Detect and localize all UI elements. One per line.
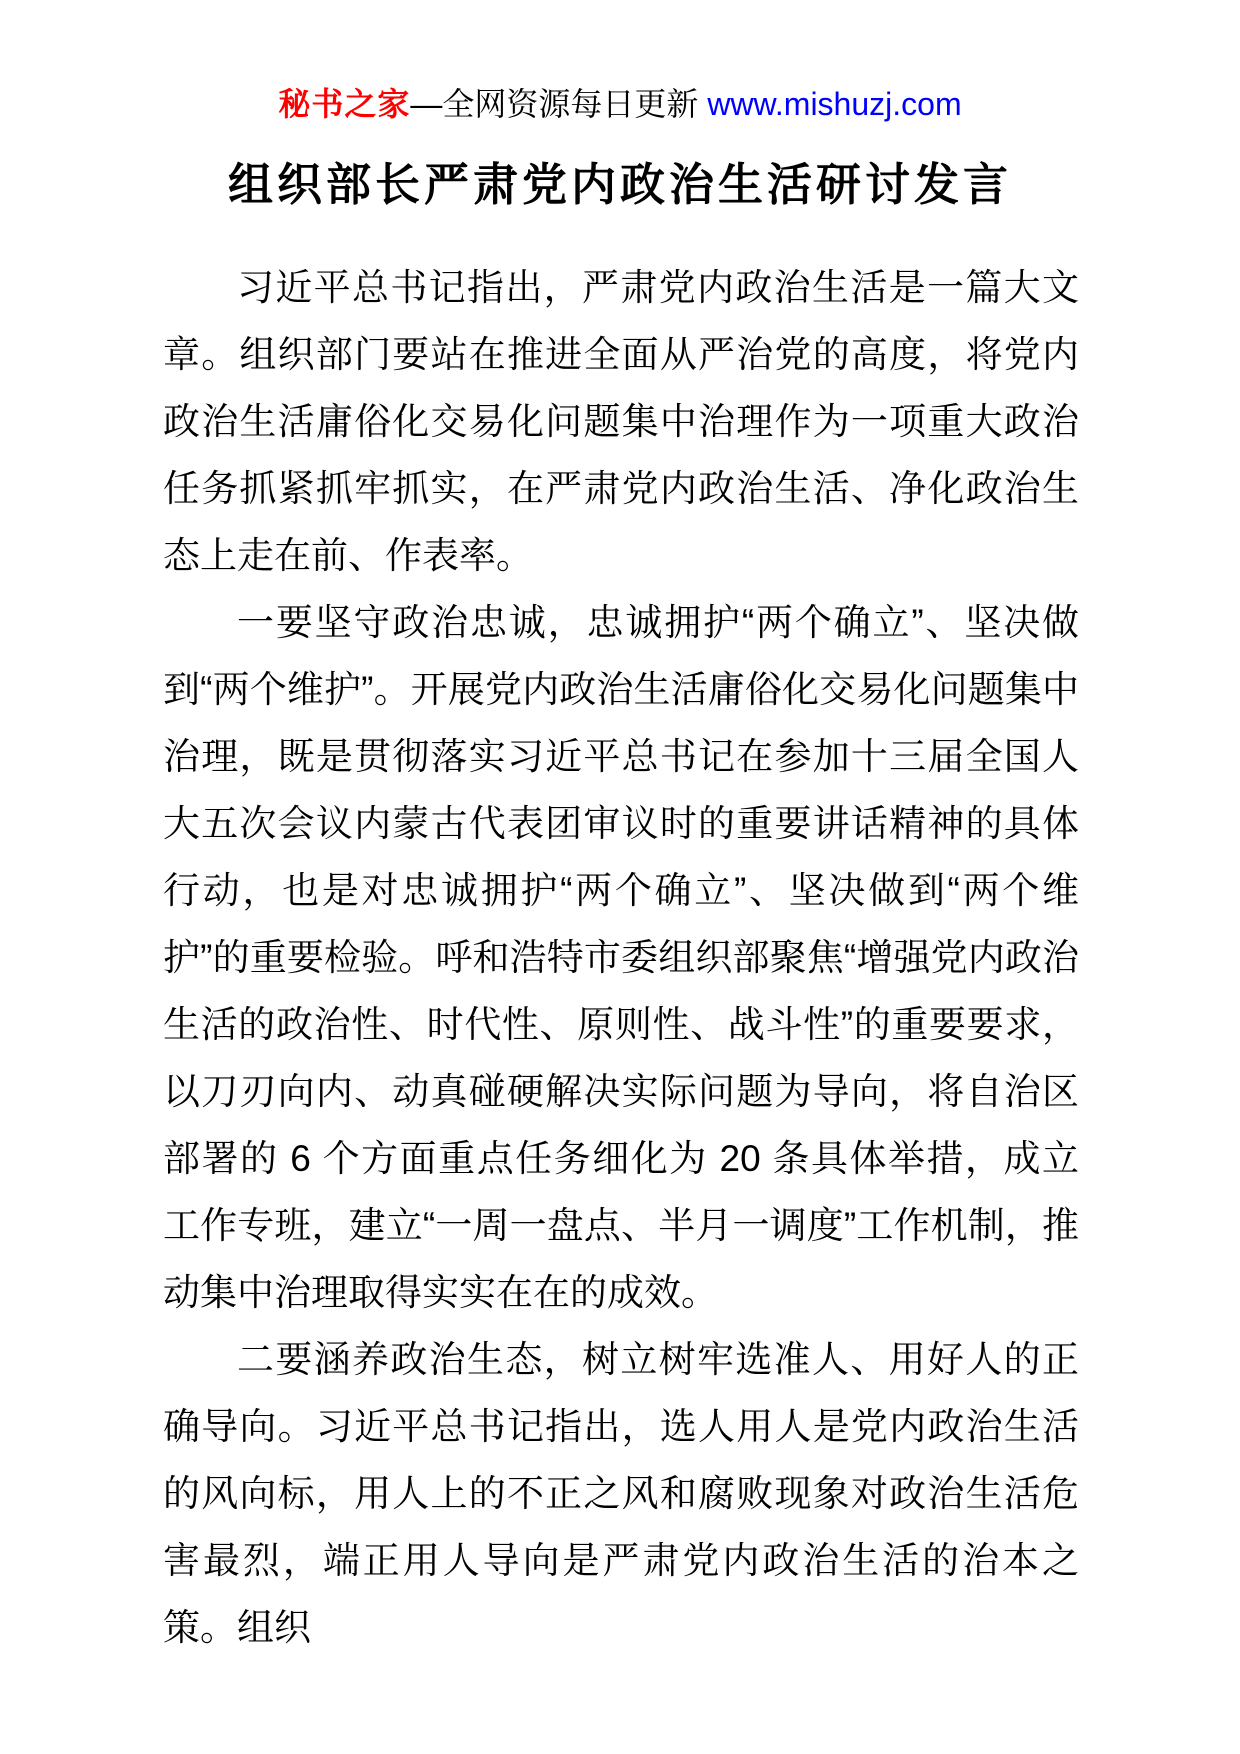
paragraph-point-one: 一要坚守政治忠诚，忠诚拥护“两个确立”、坚决做到“两个维护”。开展党内政治生活庸俗化交易化问题集中治理，既是贯彻落实习近平总书记在参加十三届全国人大五次会议内蒙古代表团审议时的重要讲话精神的具体行动，也是对忠诚拥护“两个确立”、坚决做到“两个维护”的重要检验。呼和浩特市委组织部聚焦“增强党内政治生活的政治性、时代性、原则性、战斗性”的重要要求，以刀刃向内、动真碰硬解决实际问题为导向，将自治区部署的 6 个方面重点任务细化为 20 条具体举措，成立工作专班，建立“一周一盘点、半月一调度”工作机制，推动集中治理取得实实在在的成效。 — [163, 602, 1079, 1313]
site-tagline: —全网资源每日更新 — [410, 86, 708, 122]
site-brand: 秘书之家 — [278, 86, 411, 122]
site-header — [0, 82, 1240, 126]
paragraph-intro: 习近平总书记指出，严肃党内政治生活是一篇大文章。组织部门要站在推进全面从严治党的高度，将党内政治生活庸俗化交易化问题集中治理作为一项重大政治任务抓紧抓牢抓实，在严肃党内政治生活、净化政治生态上走在前、作表率。 — [163, 267, 1079, 576]
site-url-link[interactable]: www.mishuzj.com — [707, 86, 962, 122]
document-body — [163, 254, 1079, 1661]
paragraph-point-two: 二要涵养政治生态，树立树牢选准人、用好人的正确导向。习近平总书记指出，选人用人是党内政治生活的风向标，用人上的不正之风和腐败现象对政治生活危害最烈，端正用人导向是严肃党内政治生活的治本之策。组织 — [163, 1339, 1079, 1648]
document-title: 组织部长严肃党内政治生活研讨发言 — [227, 159, 1012, 210]
